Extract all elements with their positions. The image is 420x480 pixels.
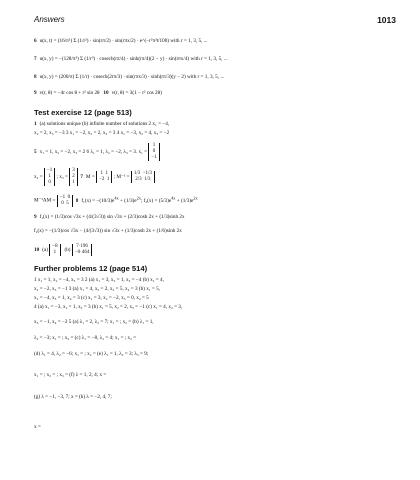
- further-line-1: 1 x₁ = 1, x₂ = −4, x₃ = 3 2 (a) x₁ = 3, x₂ = 1, x₃ = −4 (b) x₁ = 4,: [34, 277, 164, 283]
- section-title-further-problems: Further problems 12 (page 514): [34, 264, 148, 273]
- further-line-3: x₂ = −4, x₃ = 1, x₄ = 3 (c) x₁ = 3, x₂ = −2, x₃ = 0, x₄ = 5: [34, 295, 149, 301]
- further-line-10: x =: [34, 424, 41, 430]
- answer-7: 7 u(x, y) = −(128/π³) Σ (1/r³) · cosech(rπ/4) · sinh(rπ/4)(2 − y) · sin(rπx/4) with r = 1, 3, 5, ...: [34, 56, 228, 62]
- further-line-4: 4 (a) x₁ = −3, x₂ = 1, x₃ = 3 (b) x₁ = 5, x₂ = 2, x₃ = −1 (c) x₁ = 4, x₂ = 3,: [34, 304, 183, 310]
- page-header: [34, 15, 396, 27]
- matrix-MAM: −1 0 0 5: [57, 195, 73, 207]
- further-line-6: λ₂ = −3; x₁ = ; x₂ = (c) λ₁ = −8, λ₂ = 4; x₁ = ; x₂ =: [34, 335, 137, 341]
- answer-6: 6 u(x, t) = (16/π²) Σ (1/r²) · sin(rπ/2) · sin(rπx/2) · e^(−r²π²t/100) with r = 1, 3, 5, ...: [34, 38, 208, 44]
- answer-9-10: 9 v(r, θ) = −4r cos θ + r² sin 2θ 10 v(r, θ) = 3(1 − r² cos 2θ): [34, 90, 162, 96]
- matrix-M: 1 1 −2 1: [96, 171, 112, 183]
- page-number: 1013: [377, 15, 396, 25]
- section-title-test-exercise: Test exercise 12 (page 513): [34, 108, 132, 117]
- further-line-5: x₃ = −1, x₄ = −2 5 (a) λ₁ = 2, λ₂ = 7; x₁ = ; x₂ = (b) λ₁ = 1,: [34, 319, 154, 325]
- vector-10b: 7·196 −0·464: [72, 244, 93, 256]
- test-line-8: 9 f₁(x) = (1/3)cos √3x + (4/(3√3)) sin √3x + (2/3)cosh 2x + (1/3)sinh 2x: [34, 214, 185, 220]
- test-line-6: M⁻¹AM = −1 0 0 5 8 $f_1(x) = -(10/3)e^{4x} + (1/3)e^{2x}$; $f_2(x) = (5/3)e^{4x} + (1/3)e^{2x}$: [34, 194, 198, 206]
- vector-x1: 1 0 −1: [148, 143, 159, 161]
- further-line-8: x₁ = ; x₂ = ; x₃ = (f) λ = 1, 2, 4; x =: [34, 372, 107, 378]
- test-line-2: x₂ = 2, x₃ = −3 3 x₁ = −2, x₂ = 2, x₃ = 3 4 x₁ = −3, x₂ = 4, x₃ = −2: [34, 130, 170, 136]
- test-line-9: f₂(x) = −(1/3)cos √3x − (4/(3√3)) sin √3x + (1/3)cosh 2x + (1/6)sinh 2x: [34, 228, 182, 234]
- test-line-1: 1 (a) solutions unique (b) infinite number of solutions 2 x₁ = −4,: [34, 121, 170, 127]
- vector-10a: −8 1: [49, 244, 60, 256]
- test-line-10: 10 (a) −8 1 (b) 7·196 −0·464: [34, 244, 92, 256]
- further-line-9: (g) λ = −1, −3, 7; x = (h) λ = −2, 4, 7;: [34, 394, 112, 400]
- test-line-3: 5 x₁ = 1, x₂ = −2, x₃ = 2 6 λ₁ = 1, λ₂ = −2, λ₃ = 3. x₁ = 1 0 −1: [34, 143, 160, 161]
- matrix-M-inverse: 1/3 −1/3 2/3 1/3: [131, 171, 155, 183]
- test-line-5: x₂ = −1 1 0 ; x₃ = 3 2 1 7 M = 1 1 −2 1 ; M⁻¹ = 1/3 −1/3 2/3 1/3: [34, 168, 155, 186]
- further-line-2: x₂ = −2, x₃ = −1 3 (a) x₁ = 4, x₂ = 2, x₃ = 5, x₄ = 3 (b) x₁ = 5,: [34, 286, 161, 292]
- vector-x3: 3 2 1: [69, 168, 78, 186]
- vector-x2: −1 1 0: [44, 168, 55, 186]
- running-head: Answers: [34, 15, 65, 24]
- further-line-7: (d) λ₁ = 4, λ₂ = −6; x₁ = ; x₂ = (e) λ₁ = 1, λ₂ = 3; λ₃ = 9;: [34, 351, 149, 357]
- answer-8: 8 u(x, y) = (200/π) Σ (1/r) · cosech(2rπ/3) · sin(rπx/3) · sinh(rπ/3)(y − 2) with r = 1, 3, 5, ...: [34, 74, 225, 80]
